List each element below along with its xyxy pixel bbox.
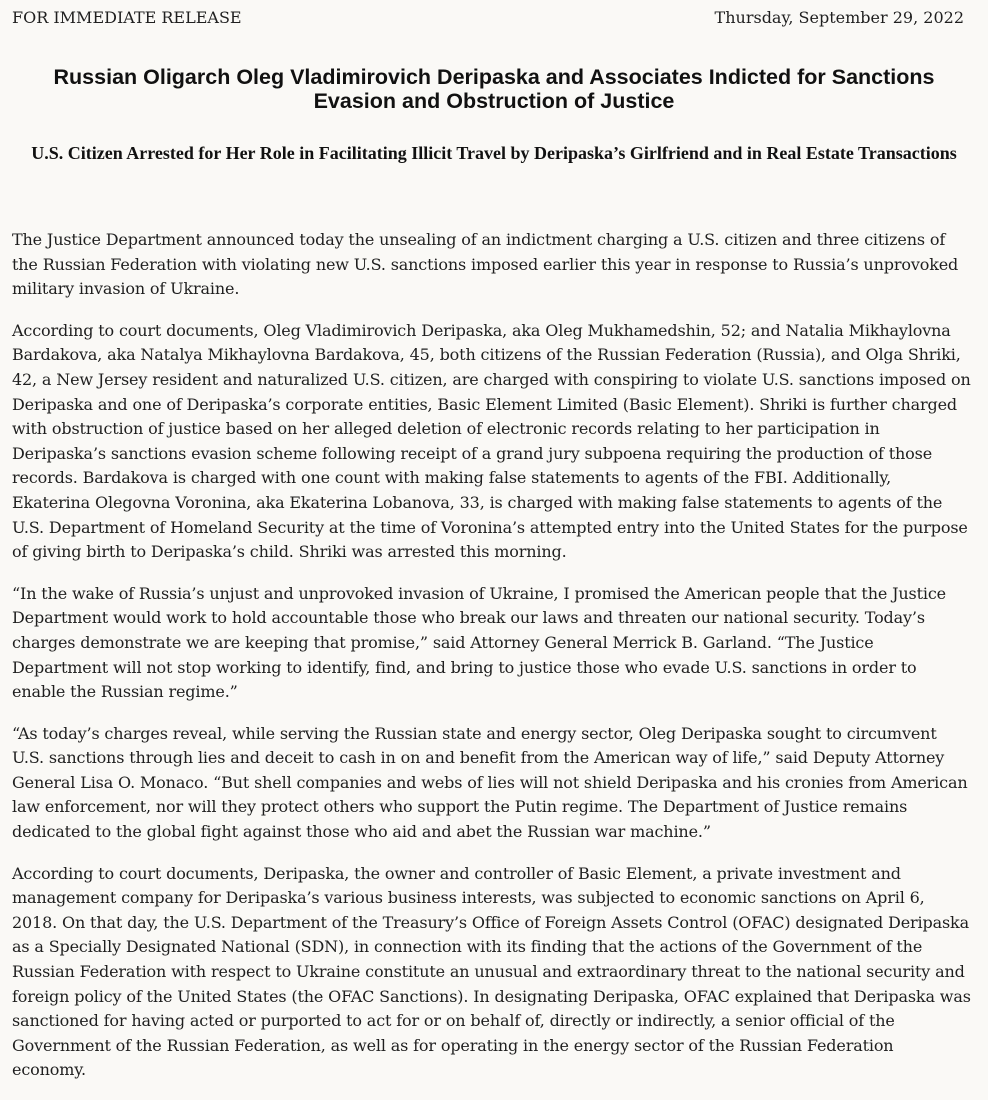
release-header bbox=[12, 7, 964, 29]
paragraph-charges: According to court documents, Oleg Vladimirovich Deripaska, aka Oleg Mukhamedshin, 52; and Natalia Mikhaylovna Bardakova, aka Natalya Mikhaylovna Bardakova, 45, both citizens of the Russian Federation (Russia), and Olga Shriki, 42, a New Jersey resident and naturalized U.S. citizen, are charged with conspiring to violate U.S. sanctions imposed on Deripaska and one of Deripaska’s corporate entities, Basic Element Limited (Basic Element). Shriki is further charged with obstruction of justice based on her alleged deletion of electronic records relating to her participation in Deripaska’s sanctions evasion scheme following receipt of a grand jury subpoena requiring the production of those records. Bardakova is charged with one count with making false statements to agents of the FBI. Additionally, Ekaterina Olegovna Voronina, aka Ekaterina Lobanova, 33, is charged with making false statements to agents of the U.S. Department of Homeland Security at the time of Voronina’s attempted entry into the United States for the purpose of giving birth to Deripaska’s child. Shriki was arrested this morning. bbox=[12, 320, 971, 562]
release-label: FOR IMMEDIATE RELEASE bbox=[12, 8, 242, 27]
release-date: Thursday, September 29, 2022 bbox=[714, 8, 964, 27]
page-title: Russian Oligarch Oleg Vladimirovich Deripaska and Associates Indicted for Sanctions Evasion and Obstruction of Justice bbox=[53, 65, 935, 113]
paragraph-background: According to court documents, Deripaska, the owner and controller of Basic Element, a private investment and management company for Deripaska’s various business interests, was subjected to economic sanctions on April 6, 2018. On that day, the U.S. Department of the Treasury’s Office of Foreign Assets Control (OFAC) designated Deripaska as a Specially Designated National (SDN), in connection with its finding that the actions of the Government of the Russian Federation with respect to Ukraine constitute an unusual and extraordinary threat to the national security and foreign policy of the United States (the OFAC Sanctions). In designating Deripaska, OFAC explained that Deripaska was sanctioned for having acted or purported to act for or on behalf of, directly or indirectly, a senior official of the Government of the Russian Federation, as well as for operating in the energy sector of the Russian Federation economy. bbox=[12, 863, 971, 1080]
paragraph-announcement: The Justice Department announced today the unsealing of an indictment charging a U.S. citizen and three citizens of the Russian Federation with violating new U.S. sanctions imposed earlier this year in response to Russia’s unprovoked military invasion of Ukraine. bbox=[12, 230, 959, 299]
page-subtitle: U.S. Citizen Arrested for Her Role in Facilitating Illicit Travel by Deripaska’s Girlfriend and in Real Estate Transactions bbox=[31, 143, 957, 163]
paragraph-monaco-quote: “As today’s charges reveal, while serving the Russian state and energy sector, Oleg Deripaska sought to circumvent U.S. sanctions through lies and deceit to cash in on and benefit from the American way of life,” said Deputy Attorney General Lisa O. Monaco. “But shell companies and webs of lies will not shield Deripaska and his cronies from American law enforcement, nor will they protect others who support the Putin regime. The Department of Justice remains dedicated to the global fight against those who aid and abet the Russian war machine.” bbox=[12, 723, 968, 842]
paragraph-garland-quote: “In the wake of Russia’s unjust and unprovoked invasion of Ukraine, I promised the American people that the Justice Department would work to hold accountable those who break our laws and threaten our national security. Today’s charges demonstrate we are keeping that promise,” said Attorney General Merrick B. Garland. “The Justice Department will not stop working to identify, find, and bring to justice those who evade U.S. sanctions in order to enable the Russian regime.” bbox=[12, 583, 946, 702]
article-body bbox=[12, 228, 971, 1100]
